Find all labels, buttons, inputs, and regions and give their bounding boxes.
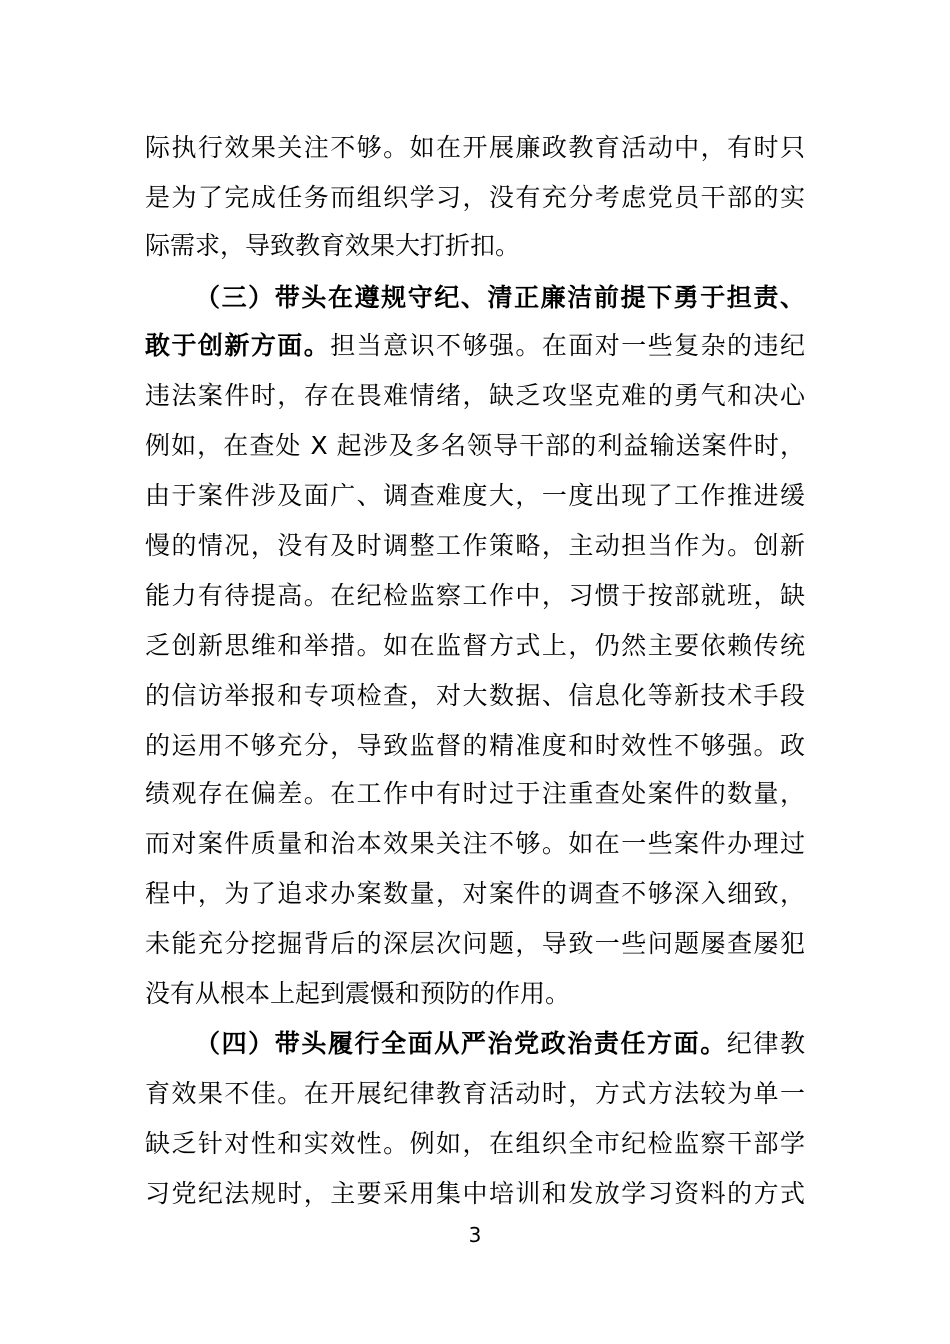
paragraph-line: 没有从根本上起到震慑和预防的作用。: [145, 979, 571, 1008]
paragraph-line: 例如，在查处 X 起涉及多名领导干部的利益输送案件时，: [145, 431, 805, 460]
paragraph-text: 纪律教: [726, 1029, 805, 1058]
paragraph-line: 违法案件时，存在畏难情绪，缺乏攻坚克难的勇气和决心: [145, 381, 805, 410]
paragraph-line: 能力有待提高。在纪检监察工作中，习惯于按部就班，缺: [145, 581, 805, 610]
paragraph-line: 程中，为了追求办案数量，对案件的调查不够深入细致，: [145, 879, 805, 908]
paragraph-line: 的运用不够充分，导致监督的精准度和时效性不够强。政: [145, 731, 805, 760]
paragraph-line: 际执行效果关注不够。如在开展廉政教育活动中，有时只: [145, 133, 805, 162]
paragraph-line: 缺乏针对性和实效性。例如，在组织全市纪检监察干部学: [145, 1129, 805, 1158]
paragraph-line: 绩观存在偏差。在工作中有时过于注重查处案件的数量，: [145, 779, 805, 808]
section-heading-3-cont: 敢于创新方面。: [145, 331, 331, 360]
paragraph-line: 乏创新思维和举措。如在监督方式上，仍然主要依赖传统: [145, 631, 805, 660]
paragraph-text: 担当意识不够强。在面对一些复杂的违纪: [330, 331, 805, 360]
paragraph-line: 慢的情况，没有及时调整工作策略，主动担当作为。创新: [145, 531, 805, 560]
paragraph-line: 际需求，导致教育效果大打折扣。: [145, 231, 521, 260]
section-heading-4: （四）带头履行全面从严治党政治责任方面。: [195, 1029, 727, 1058]
section-heading-3: （三）带头在遵规守纪、清正廉洁前提下勇于担责、: [195, 283, 805, 312]
paragraph-line: 由于案件涉及面广、调查难度大，一度出现了工作推进缓: [145, 481, 805, 510]
paragraph-line: 是为了完成任务而组织学习，没有充分考虑党员干部的实: [145, 183, 805, 212]
paragraph-line: 未能充分挖掘背后的深层次问题，导致一些问题屡查屡犯: [145, 929, 805, 958]
paragraph-line: 习党纪法规时，主要采用集中培训和发放学习资料的方式: [145, 1179, 805, 1208]
page-number: 3: [468, 1223, 482, 1247]
paragraph-line: 育效果不佳。在开展纪律教育活动时，方式方法较为单一: [145, 1079, 805, 1108]
paragraph-line: 的信访举报和专项检查，对大数据、信息化等新技术手段: [145, 681, 805, 710]
paragraph-line: [145, 321, 805, 371]
paragraph-line: [195, 1019, 805, 1069]
paragraph-line: 而对案件质量和治本效果关注不够。如在一些案件办理过: [145, 829, 805, 858]
